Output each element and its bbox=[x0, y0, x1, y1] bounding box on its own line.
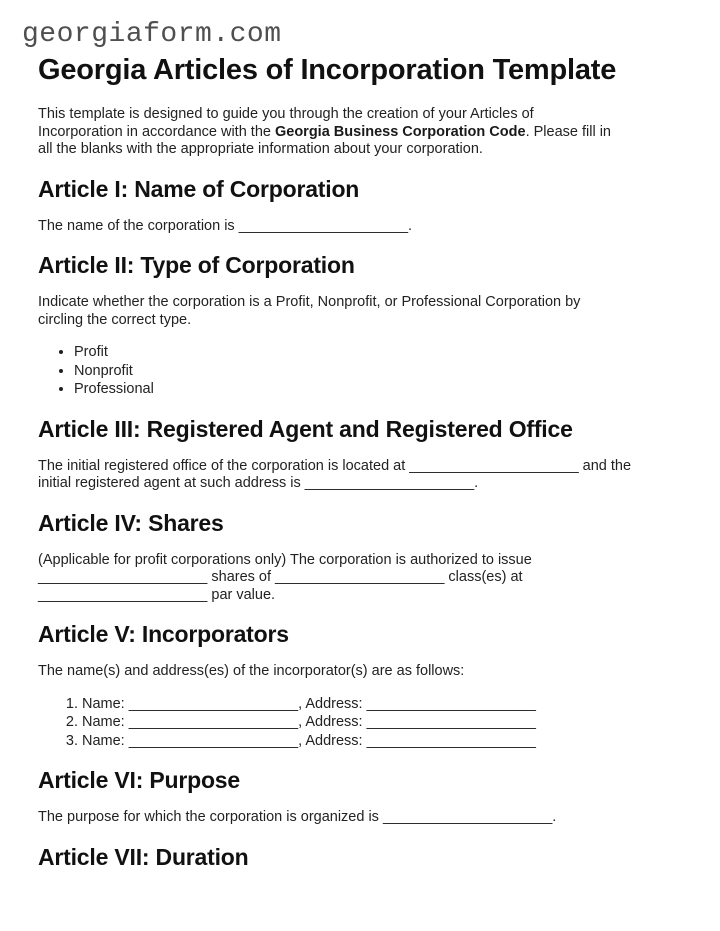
section-heading-article-7: Article VII: Duration bbox=[38, 843, 249, 870]
watermark: georgiaform.com bbox=[22, 19, 282, 50]
section-heading-article-5: Article V: Incorporators bbox=[38, 621, 289, 647]
section-paragraph bbox=[38, 294, 680, 329]
section-heading-article-4: Article IV: Shares bbox=[38, 509, 224, 536]
list-item-profit: • Profit bbox=[74, 343, 680, 362]
body-line-with-blank: The name of the corporation is _____________________. bbox=[38, 217, 413, 234]
list-item-professional: • Professional bbox=[74, 380, 680, 399]
section-paragraph bbox=[38, 663, 680, 681]
body-line-with-blank: The initial registered office of the corporation is located at _____________________ and the bbox=[38, 457, 632, 474]
section-paragraph bbox=[38, 809, 680, 827]
list-item-nonprofit: • Nonprofit bbox=[74, 362, 680, 381]
intro-line-2-post: . Please fill in bbox=[525, 123, 611, 140]
intro-bold-code-name: Georgia Business Corporation Code bbox=[274, 123, 526, 140]
section-article-7 bbox=[38, 844, 680, 871]
body-line-with-blank: _____________________ shares of _____________________ class(es) at bbox=[38, 569, 523, 585]
intro-line-3: all the blanks with the appropriate information about your corporation. bbox=[38, 141, 483, 157]
section-heading-article-6: Article VI: Purpose bbox=[38, 767, 240, 793]
body-line-with-blank: _____________________ par value. bbox=[38, 586, 276, 603]
section-article-3 bbox=[38, 416, 680, 493]
body-line: Indicate whether the corporation is a Profit, Nonprofit, or Professional Corporation by bbox=[38, 294, 581, 310]
intro-line-2-pre: Incorporation in accordance with the bbox=[38, 123, 275, 140]
incorporator-row: 1. Name: _____________________, Address: _____________________ bbox=[82, 695, 680, 714]
page-title: Georgia Articles of Incorporation Template bbox=[38, 54, 617, 86]
intro-line-2 bbox=[38, 124, 680, 142]
section-paragraph bbox=[38, 552, 680, 605]
body-line: circling the correct type. bbox=[38, 311, 192, 328]
corporation-type-list bbox=[38, 343, 680, 399]
section-heading-article-1: Article I: Name of Corporation bbox=[38, 175, 360, 202]
section-heading-article-2: Article II: Type of Corporation bbox=[38, 252, 355, 278]
body-line-with-blank: initial registered agent at such address is _____________________. bbox=[38, 475, 479, 491]
body-line-with-blank: The purpose for which the corporation is organized is _____________________. bbox=[38, 809, 557, 825]
intro-paragraph bbox=[38, 106, 680, 159]
section-article-6 bbox=[38, 767, 680, 827]
section-article-1 bbox=[38, 176, 680, 236]
section-article-4 bbox=[38, 510, 680, 605]
body-line: The name(s) and address(es) of the incorporator(s) are as follows: bbox=[38, 663, 465, 679]
intro-line-1: This template is designed to guide you through the creation of your Articles of bbox=[38, 106, 534, 122]
section-paragraph bbox=[38, 218, 680, 236]
incorporators-list bbox=[38, 695, 680, 751]
section-paragraph bbox=[38, 458, 680, 493]
body-line: (Applicable for profit corporations only) The corporation is authorized to issue bbox=[38, 551, 532, 568]
section-heading-article-3: Article III: Registered Agent and Registered Office bbox=[38, 415, 573, 442]
section-article-5 bbox=[38, 621, 680, 750]
incorporator-row: 2. Name: _____________________, Address: _____________________ bbox=[82, 713, 680, 732]
section-article-2 bbox=[38, 252, 680, 399]
incorporator-row: 3. Name: _____________________, Address: _____________________ bbox=[82, 732, 680, 751]
